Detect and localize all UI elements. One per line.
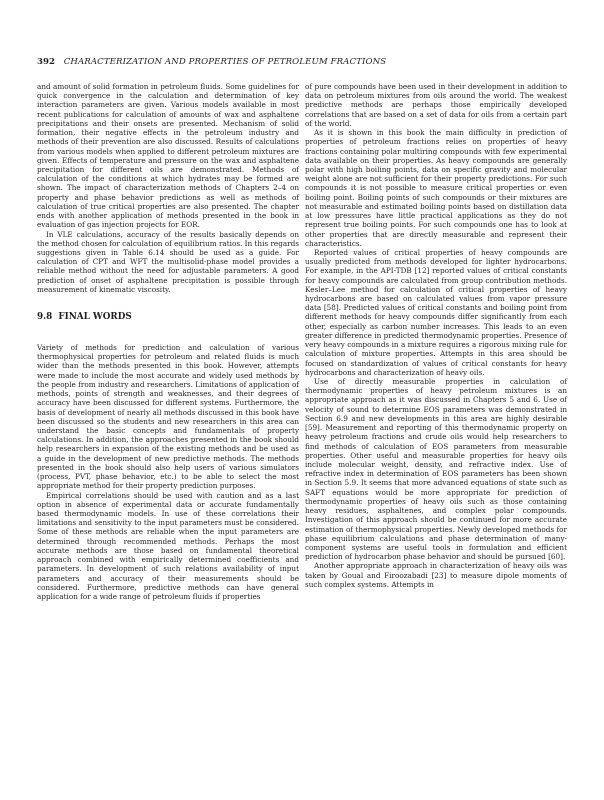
running-title: CHARACTERIZATION AND PROPERTIES OF PETROLEUM FRACTIONS	[63, 57, 387, 67]
right-column	[305, 82, 567, 589]
section-title: FINAL WORDS	[58, 312, 132, 323]
paragraph: Another appropriate approach in characterization of heavy oils was taken by Goual and Firoozabadi [23] to measure dipole moments of such complex systems. Attempts in	[305, 561, 567, 589]
paragraph: Use of directly measurable properties in calculation of thermodynamic properties of heavy petroleum mixtures is an appropriate approach as it was discussed in Chapters 5 and 6. Use of velocity of sound to determine EOS parameters was demonstrated in Section 6.9 and new developments in this area are highly desirable [59]. Measurement and reporting of this thermodynamic property on heavy petroleum fractions and crude oils would help researchers to find methods of calculation of EOS parameters from measurable properties. Other useful and measurable properties for heavy oils include molecular weight, density, and refractive index. Use of refractive index in determination of EOS parameters has been shown in Section 5.9. It seems that more advanced equations of state such as SAFT equations would be more appropriate for prediction of thermodynamic properties of heavy oils such as those containing heavy residues, asphaltenes, and complex polar compounds. Investigation of this approach should be continued for more accurate estimation of thermophysical properties. Newly developed methods for phase equilibrium calculations and phase determination of many-component systems are useful tools in formulation and efficient prediction of hydrocarbon phase behavior and should be pursued [60].	[305, 377, 567, 562]
paragraph: Variety of methods for prediction and calculation of various thermophysical properties for petroleum and related fluids is much wider than the methods presented in this book. However, attempts were made to include the most accurate and widely used methods by the people from industry and researchers. Limitations of application of methods, points of strength and weaknesses, and their degrees of accuracy have been discussed for different systems. Furthermore, the basis of development of nearly all methods discussed in this book have been discussed so the students and new researchers in this area can understand the basic concepts and fundamentals of property calculations. In addition, the approaches presented in the book should help researchers in expansion of the existing methods and be used as a guide in the development of new predictive methods. The methods presented in the book should also help users of various simulators (process, PVT, phase behavior, etc.) to be able to select the most appropriate method for their property prediction purposes.	[37, 343, 299, 491]
paragraph: Reported values of critical properties of heavy compounds are usually predicted from methods developed for lighter hydrocarbons. For example, in the API-TDB [12] reported values of critical constants for heavy compounds are calculated from group contribution methods. Kesler–Lee method for calculation of critical properties of heavy hydrocarbons are based on calculated values from vapor pressure data [58]. Predicted values of critical constants and boiling point from different methods for heavy compounds differ significantly from each other, especially as carbon number increases. This leads to an even greater difference in predicted thermodynamic properties. Presence of very heavy compounds in a mixture requires a rigorous mixing rule for calculation of mixture properties. Attempts in this area should be focused on standardization of values of critical constants for heavy hydrocarbons and characterization of heavy oils.	[305, 247, 567, 377]
paragraph: and amount of solid formation in petroleum fluids. Some guidelines for quick convergence in the calculation and determination of key interaction parameters are given. Various models available in most recent publications for calculation of amounts of wax and asphaltene precipitations and their onsets are presented. Mechanism of solid formation, their negative effects in the petroleum industry and methods of their prevention are also discussed. Results of calculations from various models when applied to different petroleum mixtures are given. Effects of temperature and pressure on the wax and asphaltene precipitation for different oils are demonstrated. Methods of calculation of the conditions at which hydrates may be formed are shown. The impact of characterization methods of Chapters 2–4 on property and phase behavior predictions as well as methods of calculation of true critical properties are also presented. The chapter ends with another application of methods presented in the book in evaluation of gas injection projects for EOR.	[37, 82, 299, 230]
page-number: 392	[37, 57, 55, 67]
section-number: 9.8	[37, 312, 53, 323]
running-header	[37, 56, 567, 68]
left-column	[37, 82, 299, 601]
section-heading	[37, 312, 299, 323]
paragraph: of pure compounds have been used in their development in addition to data on petroleum mixtures from oils around the world. The weakest predictive methods are perhaps those empirically developed correlations that are based on a set of data for oils from a certain part of the world.	[305, 82, 567, 128]
paragraph: As it is shown in this book the main difficulty in prediction of properties of petroleum fractions relies on properties of heavy fractions containing polar multiring compounds with few experimental data available on their properties. As heavy compounds are generally polar with high boiling points, data on specific gravity and molecular weight alone are not sufficient for their property predictions. For such compounds it is not possible to measure critical properties or even boiling point. Boiling points of such compounds or their mixtures are not measurable and estimated boiling points based on distillation data at low pressures have little practical applications as they do not represent true boiling points. For such compounds one has to look at other properties that are directly measurable and represent their characteristics.	[305, 128, 567, 248]
paragraph: In VLE calculations, accuracy of the results basically depends on the method chosen for calculation of equilibrium ratios. In this regards suggestions given in Table 6.14 should be used as a guide. For calculation of CPT and WFT the multisolid-phase model provides a reliable method without the need for adjustable parameters. A good prediction of onset of asphaltene precipitation is possible through measurement of kinematic viscosity.	[37, 229, 299, 294]
paragraph: Empirical correlations should be used with caution and as a last option in absence of experimental data or accurate fundamentally based thermodynamic models. In use of these correlations their limitations and sensitivity to the input parameters must be considered. Some of these methods are reliable when the input parameters are determined through recommended methods. Perhaps the most accurate methods are those based on fundamental theoretical approach combined with empirically determined coefficients and parameters. In development of such relations availability of input parameters and accuracy of their measurements should be considered. Furthermore, predictive methods can have general application for a wide range of petroleum fluids if properties	[37, 490, 299, 601]
